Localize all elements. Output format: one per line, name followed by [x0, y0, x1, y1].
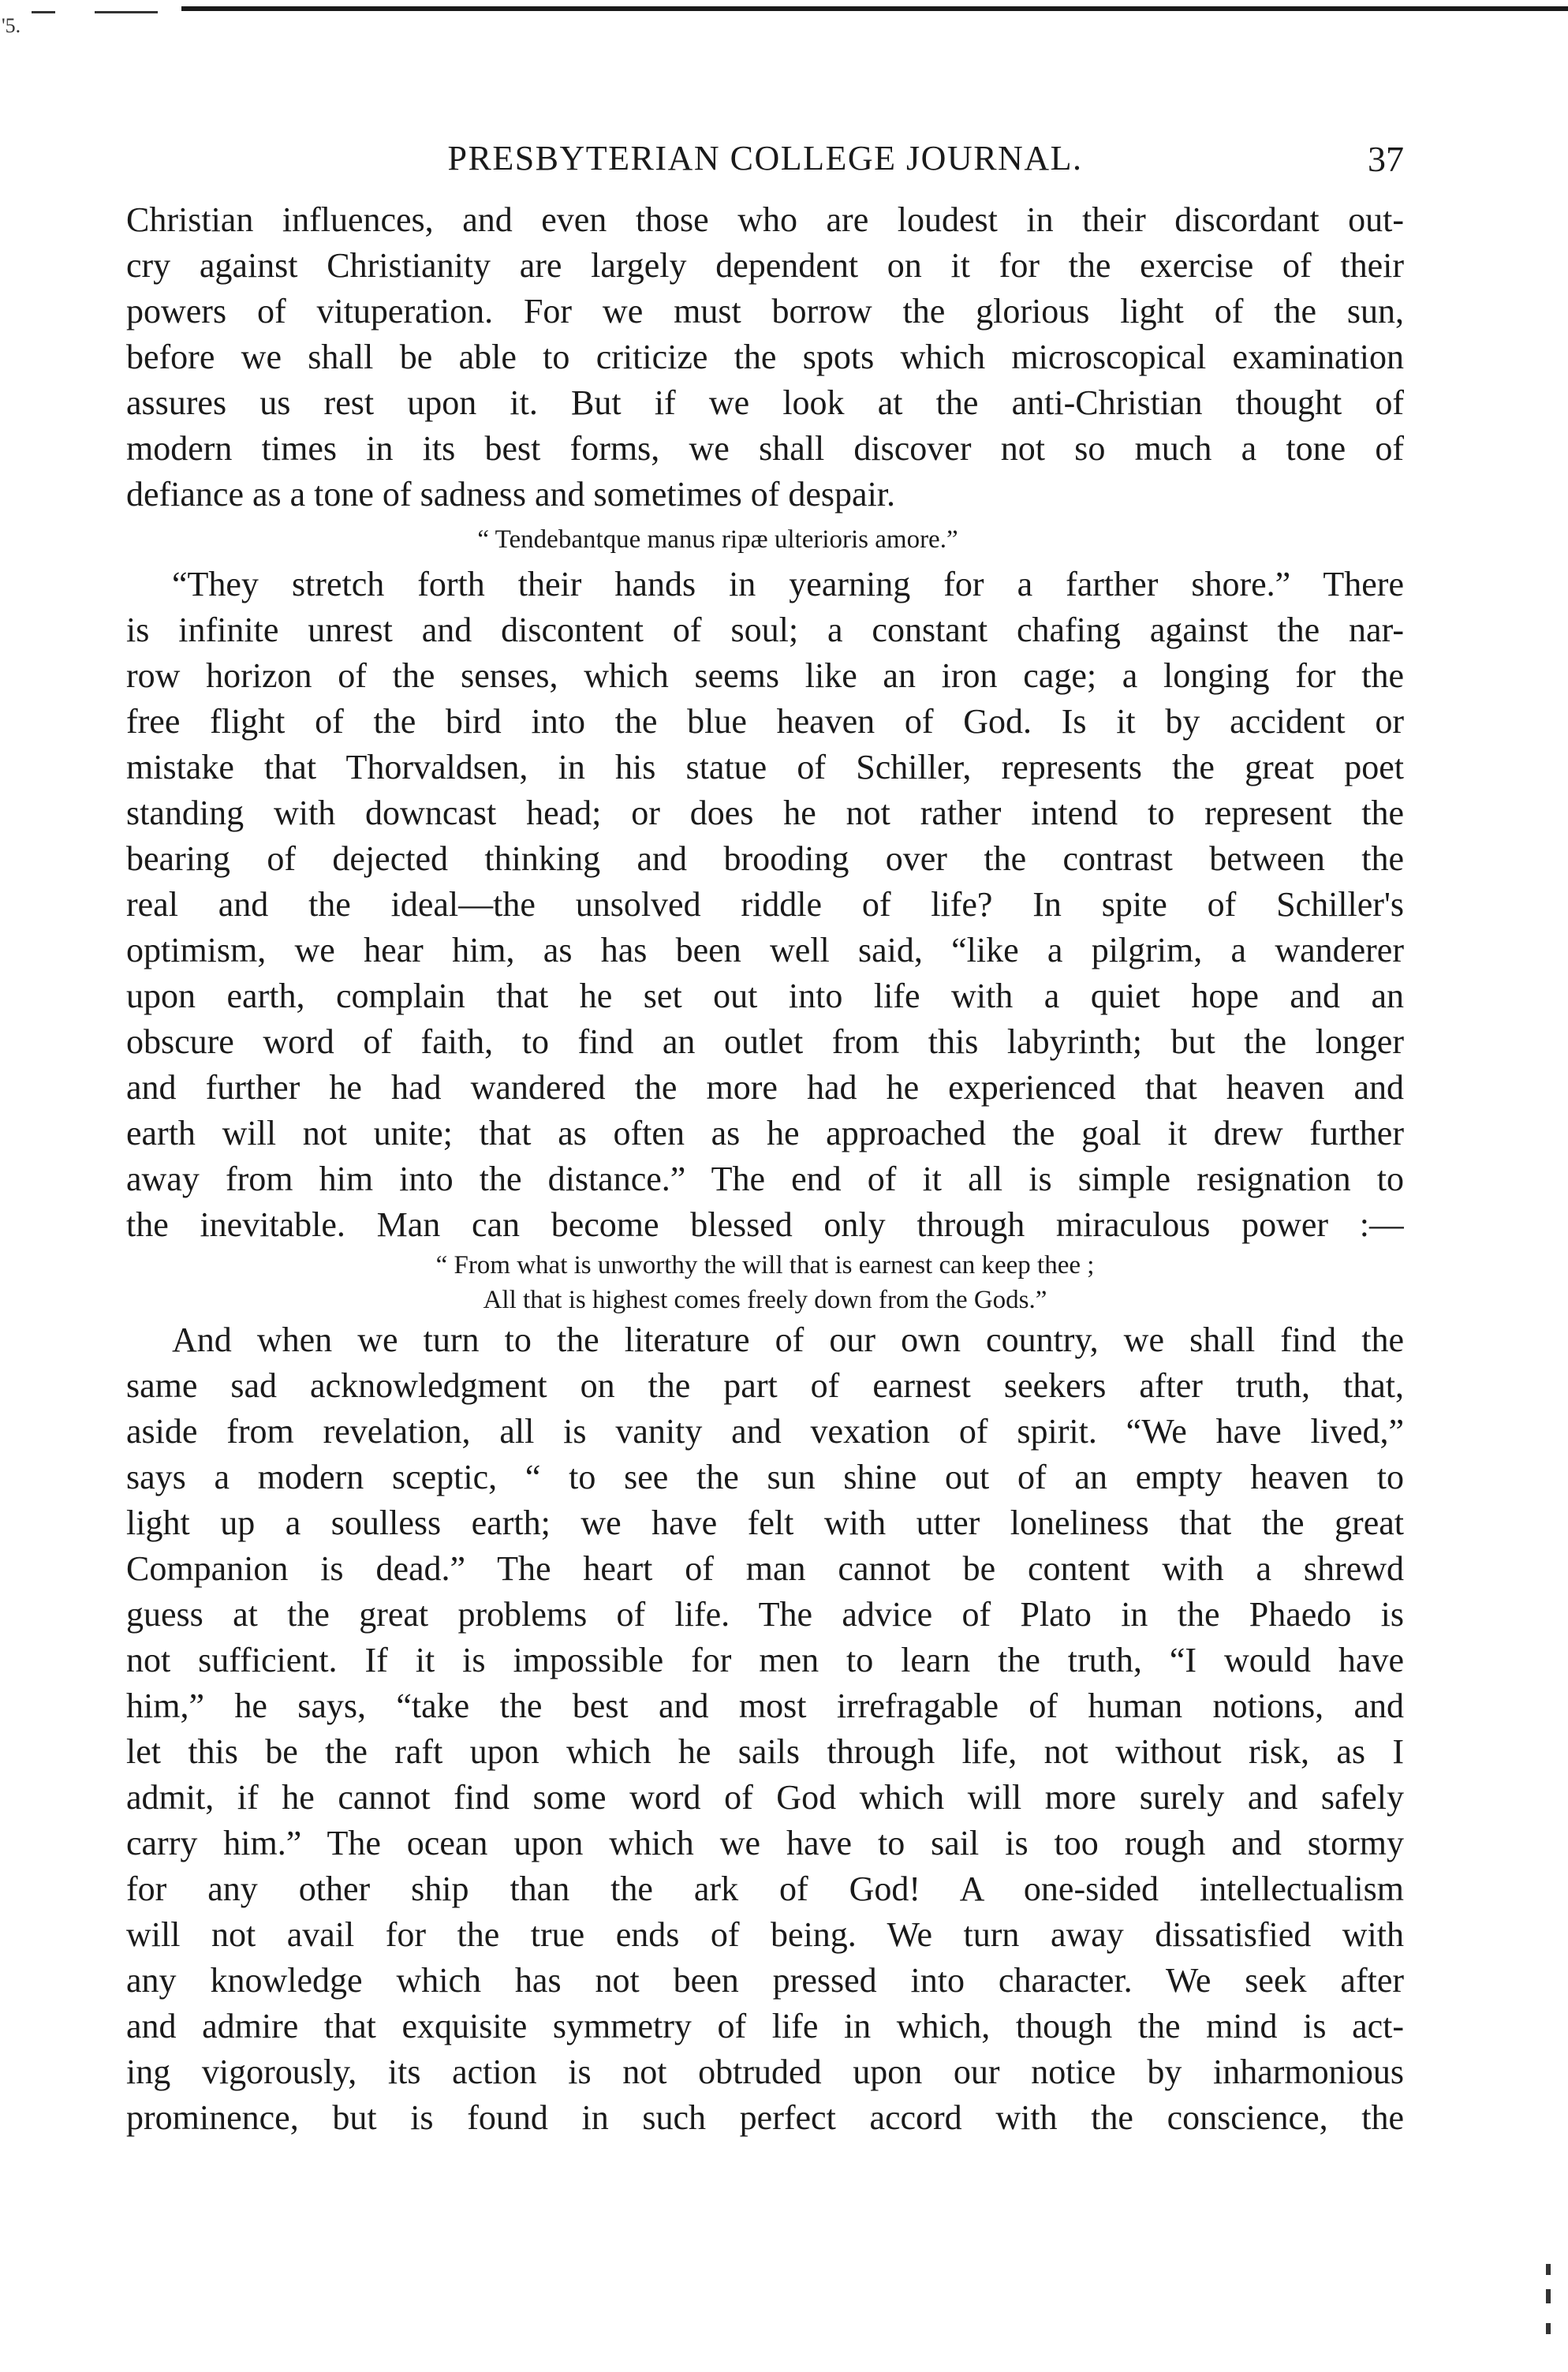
scan-top-rule	[181, 6, 1568, 11]
text-line: Companion is dead.” The heart of man cannot be content with a shrewd	[126, 1549, 1404, 1588]
text-line: for any other ship than the ark of God! A one-sided intellectualism	[126, 1870, 1404, 1908]
text-line: and further he had wandered the more had he experienced that heaven and	[126, 1068, 1404, 1107]
text-line: real and the ideal—the unsolved riddle of life? In spite of Schiller's	[126, 885, 1404, 924]
page-number: 37	[1368, 139, 1404, 179]
scan-rule-fragment	[95, 11, 158, 13]
text-line: says a modern sceptic, “ to see the sun shine out of an empty heaven to	[126, 1458, 1404, 1496]
text-line: same sad acknowledgment on the part of earnest seekers after truth, that,	[126, 1366, 1404, 1405]
text-line: obscure word of faith, to find an outlet from this labyrinth; but the longer	[126, 1022, 1404, 1061]
scan-edge-mark	[1546, 2323, 1551, 2334]
text-line: admit, if he cannot find some word of God which will more surely and safely	[126, 1778, 1404, 1817]
scan-edge-mark	[1546, 2289, 1551, 2303]
text-line: mistake that Thorvaldsen, in his statue of Schiller, represents the great poet	[126, 748, 1404, 786]
text-line: carry him.” The ocean upon which we have to sail is too rough and stormy	[126, 1824, 1404, 1862]
running-head: PRESBYTERIAN COLLEGE JOURNAL.	[447, 139, 1083, 177]
latin-quotation: “ Tendebantque manus ripæ ulterioris amore.”	[477, 525, 958, 554]
paragraph-1	[126, 197, 1404, 517]
paragraph-3	[126, 1317, 1404, 2141]
text-line: him,” he says, “take the best and most irrefragable of human notions, and	[126, 1687, 1404, 1725]
text-line: is infinite unrest and discontent of soul; a constant chafing against the nar-	[126, 611, 1404, 649]
text-line: prominence, but is found in such perfect accord with the conscience, the	[126, 2098, 1404, 2137]
text-line: earth will not unite; that as often as he approached the goal it drew further	[126, 1114, 1404, 1152]
text-line: upon earth, complain that he set out into life with a quiet hope and an	[126, 977, 1404, 1015]
text-line: cry against Christianity are largely dependent on it for the exercise of their	[126, 246, 1404, 285]
scan-corner-mark: '5.	[2, 14, 21, 37]
text-line: standing with downcast head; or does he not rather intend to represent the	[126, 794, 1404, 832]
text-line: away from him into the distance.” The end of it all is simple resignation to	[126, 1160, 1404, 1198]
quotation-line: “ From what is unworthy the will that is earnest can keep thee ;	[435, 1251, 1095, 1279]
text-line: aside from revelation, all is vanity and vexation of spirit. “We have lived,”	[126, 1412, 1404, 1451]
text-line: any knowledge which has not been pressed into character. We seek after	[126, 1961, 1404, 2000]
text-line: row horizon of the senses, which seems like an iron cage; a longing for the	[126, 656, 1404, 695]
text-line: And when we turn to the literature of our own country, we shall find the	[172, 1320, 1404, 1359]
page-body	[126, 197, 1404, 2141]
text-line: before we shall be able to criticize the spots which microscopical examination	[126, 338, 1404, 376]
text-line: and admire that exquisite symmetry of life in which, though the mind is act-	[126, 2007, 1404, 2045]
scan-rule-fragment	[32, 11, 55, 13]
poetry-quotation	[126, 1248, 1404, 1317]
text-line: “They stretch forth their hands in yearning for a farther shore.” There	[172, 565, 1404, 603]
text-line: guess at the great problems of life. The advice of Plato in the Phaedo is	[126, 1595, 1404, 1634]
paragraph-2	[126, 562, 1404, 1248]
quotation-line: All that is highest comes freely down from the Gods.”	[483, 1286, 1047, 1314]
text-line: will not avail for the true ends of being. We turn away dissatisfied with	[126, 1915, 1404, 1954]
text-line: modern times in its best forms, we shall discover not so much a tone of	[126, 429, 1404, 468]
scan-edge-mark	[1546, 2264, 1551, 2275]
text-line: optimism, we hear him, as has been well said, “like a pilgrim, a wanderer	[126, 931, 1404, 969]
text-line: Christian influences, and even those who are loudest in their discordant out-	[126, 200, 1404, 239]
text-line: powers of vituperation. For we must borrow the glorious light of the sun,	[126, 292, 1404, 331]
text-line: bearing of dejected thinking and brooding over the contrast between the	[126, 839, 1404, 878]
text-line: the inevitable. Man can become blessed only through miraculous power :—	[126, 1205, 1404, 1244]
text-line: free flight of the bird into the blue heaven of God. Is it by accident or	[126, 702, 1404, 741]
text-line: ing vigorously, its action is not obtruded upon our notice by inharmonious	[126, 2053, 1404, 2091]
page-header	[126, 138, 1404, 185]
text-line: light up a soulless earth; we have felt with utter loneliness that the great	[126, 1504, 1404, 1542]
text-line: let this be the raft upon which he sails through life, not without risk, as I	[126, 1732, 1404, 1771]
text-line: assures us rest upon it. But if we look at the anti-Christian thought of	[126, 383, 1404, 422]
text-line: not sufficient. If it is impossible for men to learn the truth, “I would have	[126, 1641, 1404, 1679]
text-line: defiance as a tone of sadness and sometimes of despair.	[126, 475, 896, 514]
